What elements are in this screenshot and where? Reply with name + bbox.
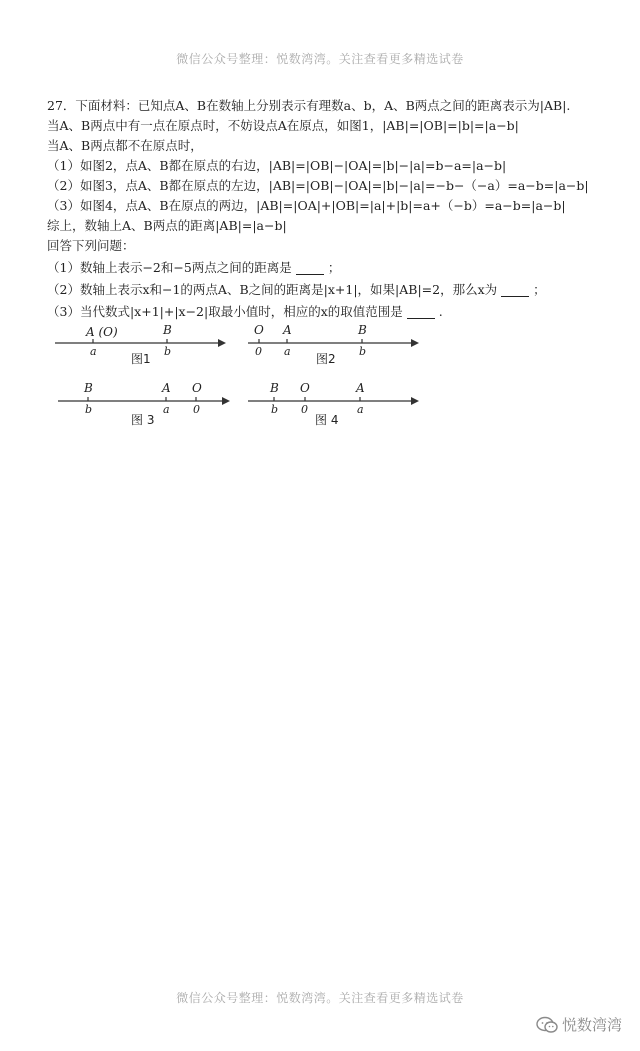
question-1-blank[interactable]	[296, 260, 324, 275]
figure-1-point-value-a: a	[90, 345, 97, 358]
watermark-top: 微信公众号整理：悦数湾湾。关注查看更多精选试卷	[176, 52, 464, 66]
figure-2-point-label-a: A	[283, 323, 292, 337]
figure-3-point-label-b: B	[84, 381, 93, 395]
figure-4-point-value-b: b	[271, 403, 279, 416]
problem-line-fig3: （2）如图3，点A、B都在原点的左边，|AB|=|OB|−|OA|=|b|−|a|=−b−（−a）=a−b=|a−b|	[47, 178, 589, 193]
question-3-blank[interactable]	[407, 304, 435, 319]
question-2-blank[interactable]	[501, 282, 529, 297]
problem-line-answer-prompt: 回答下列问题：	[47, 238, 135, 253]
figure-2-point-value-a: a	[284, 345, 291, 358]
figure-3-point-value-b: b	[85, 403, 93, 416]
problem-line-summary: 综上，数轴上A、B两点的距离|AB|=|a−b|	[47, 218, 287, 233]
figure-1-arrow-icon	[218, 339, 226, 347]
problem-line-fig4: （3）如图4，点A、B在原点的两边，|AB|=|OA|+|OB|=|a|+|b|=a+（−b）=a−b=|a−b|	[47, 198, 566, 213]
question-1	[47, 258, 340, 278]
figure-4-point-value-o: 0	[301, 403, 308, 416]
figure-2-point-value-b: b	[359, 345, 367, 358]
figure-1-caption: 图1	[131, 352, 151, 366]
figure-2-point-label-o: O	[254, 323, 264, 337]
figure-4-point-value-a: a	[357, 403, 364, 416]
figure-2-caption: 图2	[316, 352, 336, 366]
figure-2-arrow-icon	[411, 339, 419, 347]
figure-3-point-value-a: a	[163, 403, 170, 416]
brand-name: 悦数湾湾	[562, 1016, 623, 1034]
question-3-text: （3）当代数式|x+1|+|x−2|取最小值时，相应的x的取值范围是	[47, 304, 403, 319]
problem-line-case-origin: 当A、B两点中有一点在原点时，不妨设点A在原点，如图1，|AB|=|OB|=|b|=|a−b|	[47, 118, 519, 133]
figure-3-caption: 图 3	[131, 413, 155, 427]
figure-1-point-label-b: B	[163, 323, 172, 337]
problem-line-fig2: （1）如图2，点A、B都在原点的右边，|AB|=|OB|−|OA|=|b|−|a|=b−a=|a−b|	[47, 158, 507, 173]
figure-4-point-label-b: B	[270, 381, 279, 395]
figure-3-arrow-icon	[222, 397, 230, 405]
figure-3-point-label-a: A	[162, 381, 171, 395]
figure-2-point-label-b: B	[358, 323, 367, 337]
figure-2-point-value-o: 0	[255, 345, 262, 358]
question-2-text: （2）数轴上表示x和−1的两点A、B之间的距离是|x+1|，如果|AB|=2，那么x为	[47, 282, 498, 297]
figure-4-arrow-icon	[411, 397, 419, 405]
problem-line-case-not-origin: 当A、B两点都不在原点时，	[47, 138, 203, 153]
brand-logo	[536, 1014, 622, 1035]
wechat-icon	[536, 1016, 558, 1034]
problem-line-intro: 27．下面材料：已知点A、B在数轴上分别表示有理数a、b，A、B两点之间的距离表示为|AB|.	[47, 98, 571, 113]
question-2-end: ；	[533, 282, 546, 297]
question-3-end: .	[438, 304, 443, 319]
question-3	[47, 302, 443, 322]
figure-4-point-label-o: O	[300, 381, 310, 395]
figure-3-point-value-o: 0	[193, 403, 200, 416]
question-1-end: ；	[327, 260, 341, 275]
figure-1-point-label-a: A (O)	[86, 325, 118, 339]
figure-1-point-value-b: b	[164, 345, 172, 358]
figure-4-caption: 图 4	[315, 413, 339, 427]
question-2	[47, 280, 546, 300]
question-1-text: （1）数轴上表示−2和−5两点之间的距离是	[47, 260, 292, 275]
figure-3-point-label-o: O	[192, 381, 202, 395]
watermark-bottom: 微信公众号整理：悦数湾湾。关注查看更多精选试卷	[176, 991, 464, 1005]
figure-4-point-label-a: A	[356, 381, 365, 395]
